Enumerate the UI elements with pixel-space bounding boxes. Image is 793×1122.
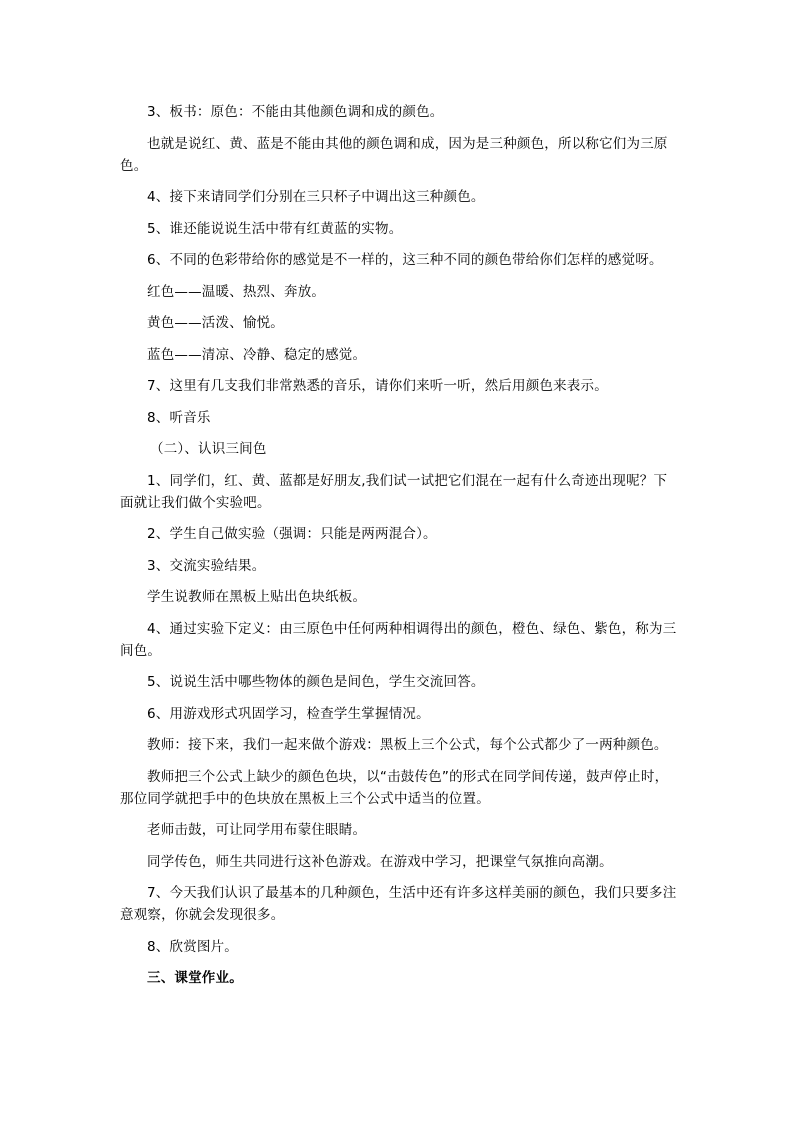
section-heading-secondary-colors: （二）、认识三间色 [150, 441, 267, 457]
paragraph-mix-cups: 4、接下来请同学们分别在三只杯子中调出这三种颜色。 [147, 189, 485, 205]
paragraph-student-pass: 同学传色，师生共同进行这补色游戏。在游戏中学习，把课堂气氛推向高潮。 [147, 853, 613, 870]
section-heading-classwork: 三、课堂作业。 [147, 970, 243, 986]
paragraph-listen-music: 8、听音乐 [147, 409, 211, 426]
paragraph-mix-experiment: 1、同学们，红、黄、蓝都是好朋友,我们试一试把它们混在一起有什么奇迹出现呢？下面就让我们做个实验吧。 [120, 472, 668, 511]
paragraph-view-pictures: 8、欣赏图片。 [147, 938, 238, 955]
paragraph-teacher-game: 教师：接下来，我们一起来做个游戏：黑板上三个公式，每个公式都少了一两种颜色。 [147, 737, 668, 753]
paragraph-music-colors: 7、这里有几支我们非常熟悉的音乐，请你们来听一听，然后用颜色来表示。 [147, 378, 608, 394]
paragraph-red-feeling: 红色——温暖、热烈、奔放。 [147, 283, 326, 300]
paragraph-color-board: 学生说教师在黑板上贴出色块纸板。 [147, 589, 367, 605]
paragraph-blue-feeling: 蓝色——清凉、冷静、稳定的感觉。 [147, 346, 367, 363]
paragraph-define-secondary: 4、通过实验下定义：由三原色中任何两种相调得出的颜色，橙色、绿色、紫色，称为三间色。 [120, 620, 677, 659]
paragraph-board-primary: 3、板书：原色：不能由其他颜色调和成的颜色。 [147, 104, 444, 120]
document-body [120, 101, 680, 999]
paragraph-teacher-drum: 老师击鼓，可让同学用布蒙住眼睛。 [147, 822, 367, 838]
paragraph-drum-pass-color: 教师把三个公式上缺少的颜色色块，以“击鼓传色”的形式在同学间传递，鼓声停止时，那位同学就把手中的色块放在黑板上三个公式中适当的位置。 [120, 768, 669, 807]
paragraph-yellow-feeling: 黄色——活泼、愉悦。 [147, 315, 284, 331]
paragraph-game-review: 6、用游戏形式巩固学习，检查学生掌握情况。 [147, 705, 430, 722]
paragraph-summary: 7、今天我们认识了最基本的几种颜色，生活中还有许多这样美丽的颜色，我们只要多注意观察，你就会发现很多。 [120, 885, 677, 923]
paragraph-primary-explanation: 也就是说红、黄、蓝是不能由其他的颜色调和成，因为是三种颜色，所以称它们为三原色。 [120, 135, 668, 174]
paragraph-student-experiment: 2、学生自己做实验（强调：只能是两两混合）。 [147, 526, 437, 542]
paragraph-real-objects: 5、谁还能说说生活中带有红黄蓝的实物。 [147, 220, 403, 237]
paragraph-secondary-in-life: 5、说说生活中哪些物体的颜色是间色，学生交流回答。 [147, 674, 485, 690]
paragraph-color-feelings: 6、不同的色彩带给你的感觉是不一样的，这三种不同的颜色带给你们怎样的感觉呀。 [147, 252, 663, 268]
paragraph-share-results: 3、交流实验结果。 [147, 557, 266, 574]
